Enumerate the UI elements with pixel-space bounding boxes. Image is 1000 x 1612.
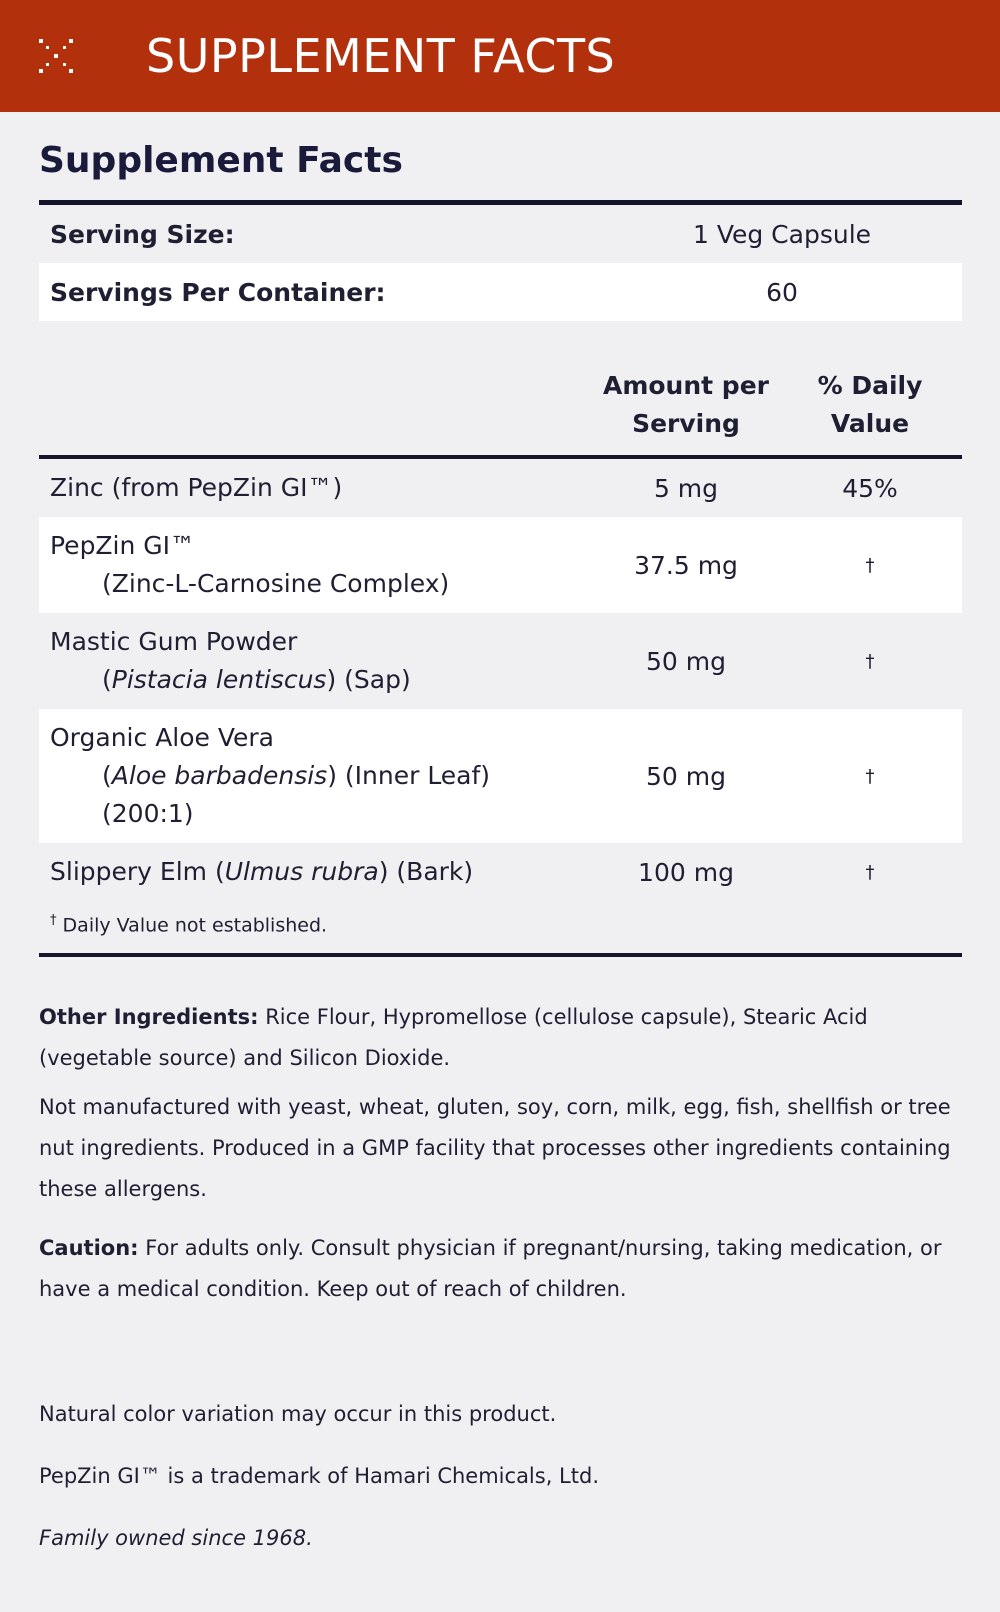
facts-title: Supplement Facts	[39, 140, 403, 181]
nutrient-row: PepZin GI™ (Zinc-L-Carnosine Complex) 37.5 mg †	[39, 517, 962, 613]
page-header	[0, 0, 1000, 112]
amount-column-header: Amount per Serving	[602, 371, 769, 438]
other-ingredients: Other Ingredients: Rice Flour, Hypromellose (cellulose capsule), Stearic Acid (vegetable source) and Silicon Dioxide.	[39, 1005, 868, 1070]
caution-statement: Caution: For adults only. Consult physician if pregnant/nursing, taking medication, or have a medical condition. Keep out of reach of children.	[39, 1236, 942, 1301]
sparkle-icon	[36, 36, 76, 76]
servings-value: 60	[766, 277, 798, 307]
nutrient-row: Organic Aloe Vera (Aloe barbadensis) (Inner Leaf) (200:1) 50 mg †	[39, 709, 962, 843]
color-note: Natural color variation may occur in this product.	[39, 1402, 557, 1426]
family-note: Family owned since 1968.	[39, 1526, 313, 1550]
column-headers	[39, 321, 962, 455]
divider	[39, 953, 962, 957]
servings-per-container-row	[39, 263, 962, 321]
supplement-facts-panel	[0, 140, 1000, 1559]
serving-size-row	[39, 205, 962, 263]
nutrient-row: Zinc (from PepZin GI™) 5 mg 45%	[50, 473, 898, 503]
serving-size-value: 1 Veg Capsule	[692, 219, 872, 249]
allergen-statement: Not manufactured with yeast, wheat, gluten, soy, corn, milk, egg, fish, shellfish or tree nut ingredients. Produced in a GMP facility that processes other ingredients containing these allergens.	[39, 1095, 951, 1201]
nutrient-row: Mastic Gum Powder (Pistacia lentiscus) (Sap) 50 mg †	[50, 627, 875, 694]
footnote: † Daily Value not established.	[50, 913, 328, 937]
nutrient-row: Slippery Elm (Ulmus rubra) (Bark) 100 mg †	[50, 857, 875, 887]
page-title: SUPPLEMENT FACTS	[146, 29, 616, 83]
servings-label: Servings Per Container:	[50, 277, 386, 307]
trademark-note: PepZin GI™ is a trademark of Hamari Chemicals, Ltd.	[39, 1464, 599, 1488]
serving-size-label: Serving Size:	[50, 219, 235, 249]
daily-value-column-header: % Daily Value	[817, 371, 923, 438]
